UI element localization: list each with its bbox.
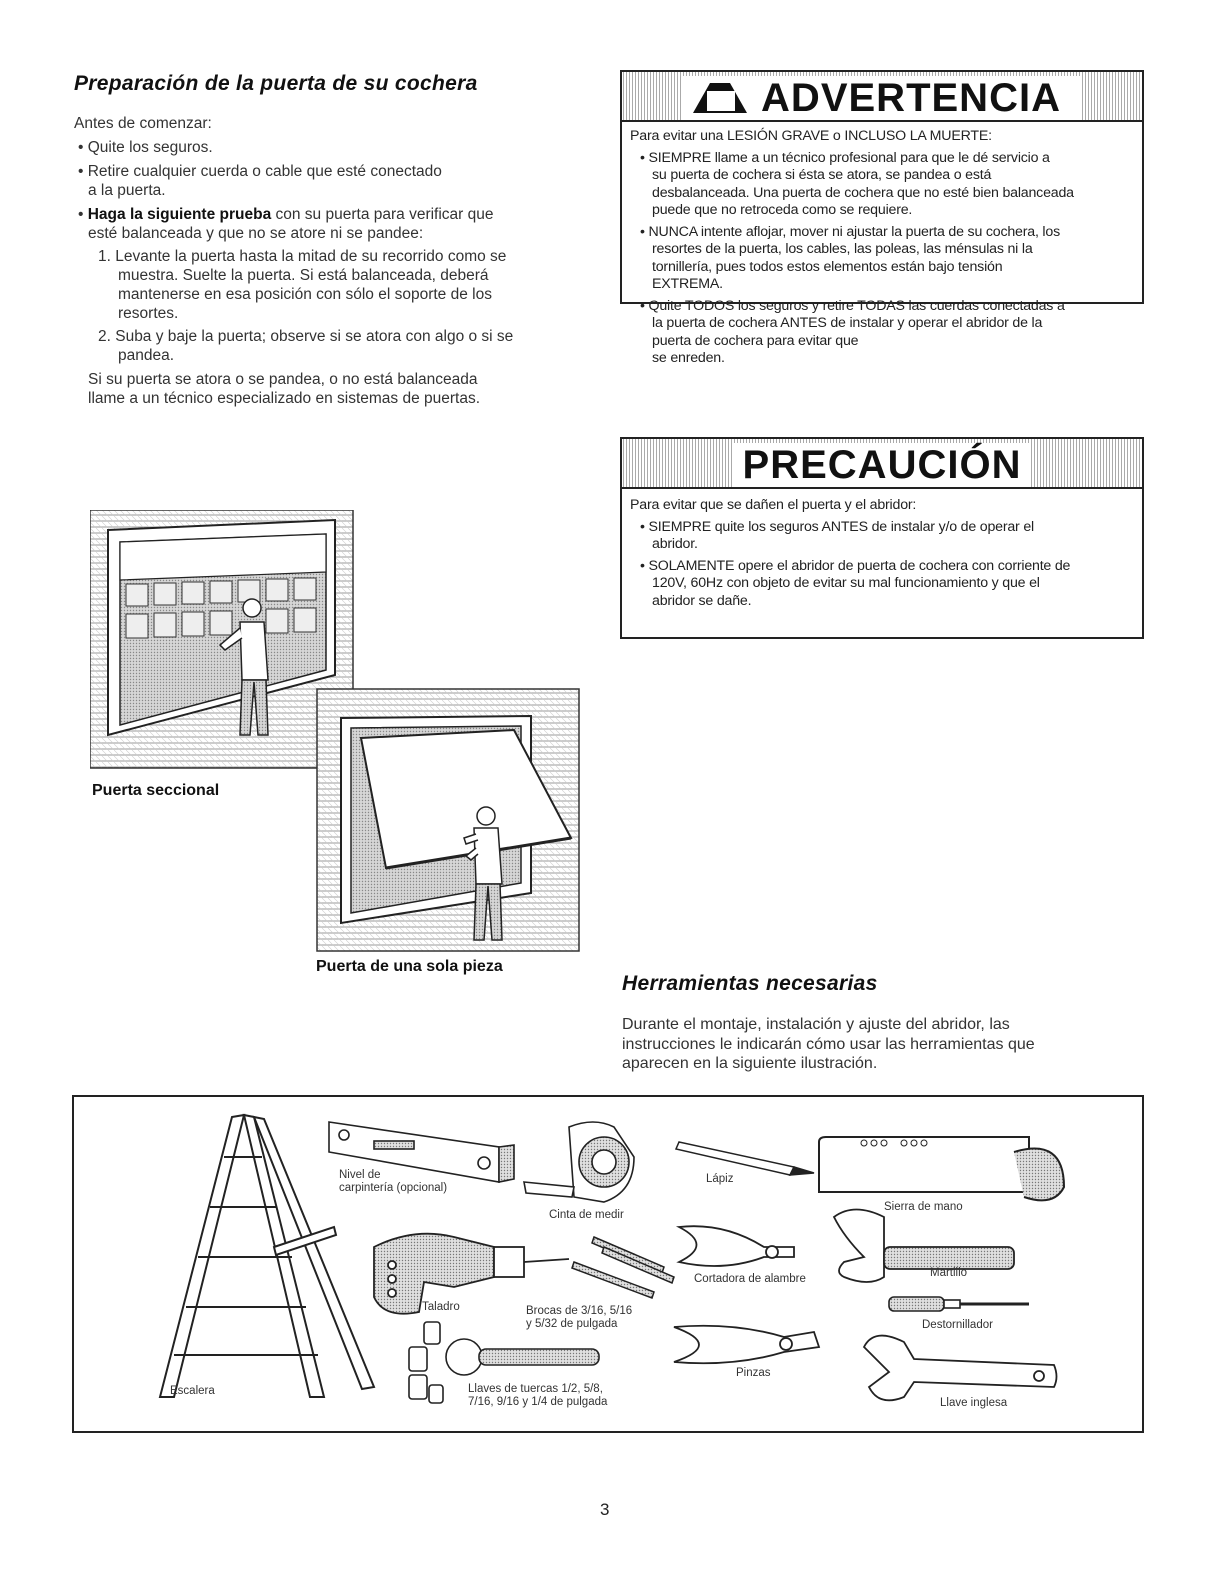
tools-illustration-box xyxy=(72,1095,1144,1433)
section-heading-door-prep: Preparación de la puerta de su cochera xyxy=(74,72,478,95)
label-wire-cutter: Cortadora de alambre xyxy=(694,1273,806,1285)
warning-bullet-3: • Quite TODOS los seguros y retire TODAS las cuerdas conectadas a la puerta de cochera ANTES de instalar y operar el abridor de la puerta de cochera para evitar que se enreden. xyxy=(640,297,1065,366)
warning-triangle-icon: ! xyxy=(693,83,747,113)
caption-one-piece-door: Puerta de una sola pieza xyxy=(316,958,503,975)
warning-title: ADVERTENCIA xyxy=(751,76,1071,120)
intro-text: Antes de comenzar: xyxy=(74,115,212,132)
warning-banner xyxy=(622,72,1142,122)
hand-saw-icon xyxy=(819,1137,1064,1200)
caution-box xyxy=(620,437,1144,639)
label-tape-measure: Cinta de medir xyxy=(549,1209,624,1221)
drill-icon xyxy=(374,1234,569,1314)
caution-text: Para evitar que se dañen el puerta y el abridor: • SIEMPRE quite los seguros ANTES de instalar y/o de operar el abridor. • SOLAMENTE opere el abridor de puerta de cochera con corriente de 120V, 60Hz con objeto de evitar su mal funcionamiento y que el abridor se dañe. xyxy=(622,489,1142,610)
section-heading-tools: Herramientas necesarias xyxy=(622,972,878,995)
label-pencil: Lápiz xyxy=(706,1173,734,1185)
warning-bullet-1: • SIEMPRE llame a un técnico profesional para que le dé servicio a su puerta de cochera si ésta se atora, se pandea o está desbalanceada. Una puerta de cochera que no esté bien balanceada puede que no retroceda como se requiere. xyxy=(640,149,1074,218)
step-2: 2. Suba y baje la puerta; observe si se atora con algo o si se pandea. xyxy=(98,328,514,364)
caption-sectional-door: Puerta seccional xyxy=(92,782,220,799)
wire-cutter-icon xyxy=(679,1226,794,1266)
bullet-remove-locks: • Quite los seguros. xyxy=(78,139,213,156)
step-1: 1. Levante la puerta hasta la mitad de su recorrido como se muestra. Suelte la puerta. Si está balanceada, deberá mantenerse en esa posición con sólo el soporte de los resortes. xyxy=(98,248,507,322)
bullet-remove-ropes: • Retire cualquier cuerda o cable que esté conectado a la puerta. xyxy=(78,163,442,199)
drill-bits-icon xyxy=(572,1237,674,1298)
caution-title: PRECAUCIÓN xyxy=(733,443,1032,487)
caution-banner xyxy=(622,439,1142,489)
label-sockets: Llaves de tuercas 1/2, 5/8, 7/16, 9/16 y 1/4 de pulgada xyxy=(468,1383,608,1408)
warning-box xyxy=(620,70,1144,366)
page-number: 3 xyxy=(600,1500,610,1519)
label-hand-saw: Sierra de mano xyxy=(884,1201,963,1213)
tape-measure-icon xyxy=(524,1122,634,1202)
screwdriver-icon xyxy=(889,1297,1029,1311)
ladder-icon xyxy=(160,1115,374,1397)
caution-bullet-1: • SIEMPRE quite los seguros ANTES de instalar y/o de operar el abridor. xyxy=(640,518,1034,552)
bullet-test: • Haga la siguiente prueba con su puerta para verificar que esté balanceada y que no se atore ni se pandee: xyxy=(78,206,494,242)
label-level: Nivel de carpintería (opcional) xyxy=(339,1169,448,1194)
caution-bullet-2: • SOLAMENTE opere el abridor de puerta de cochera con corriente de 120V, 60Hz con objeto de evitar su mal funcionamiento y que el abridor se dañe. xyxy=(640,557,1071,609)
pencil-icon xyxy=(676,1142,814,1175)
label-ladder: Escalera xyxy=(170,1385,215,1397)
door-prep-text xyxy=(74,114,594,408)
hammer-icon xyxy=(834,1210,1014,1283)
label-hammer: Martillo xyxy=(930,1267,968,1279)
label-wrench: Llave inglesa xyxy=(940,1397,1008,1409)
one-piece-door-illustration xyxy=(316,688,580,952)
warning-bullet-2: • NUNCA intente aflojar, mover ni ajustar la puerta de su cochera, los resortes de la puerta, los cables, las poleas, las ménsulas ni la tornillería, pues todos estos elementos están bajo tensión EXTREMA. xyxy=(640,223,1060,292)
warning-text: Para evitar una LESIÓN GRAVE o INCLUSO LA MUERTE: • SIEMPRE llame a un técnico profesional para que le dé servicio a su puerta de cochera si ésta se atora, se pandea o está desbalanceada. Una puerta de cochera que no esté bien balanceada puede que no retroceda como se requiere. • NUNCA intente aflojar, mover ni ajustar la puerta de su cochera, los resortes de la puerta, los cables, las poleas, las ménsulas ni la tornillería, pues todos estos elementos están bajo tensión EXTREMA. • Quite TODOS los seguros y retire TODAS las cuerdas conectadas a la puerta de cochera ANTES de instalar y operar el abridor de la puerta de cochera para evitar que se enreden. xyxy=(622,122,1142,368)
pliers-icon xyxy=(674,1326,819,1364)
tools-description: Durante el montaje, instalación y ajuste del abridor, las instrucciones le indicarán cómo usar las herramientas que aparecen en la siguiente ilustración. xyxy=(622,1016,1035,1072)
label-screwdriver: Destornillador xyxy=(922,1319,993,1331)
adjustable-wrench-icon xyxy=(864,1336,1057,1401)
label-drill-bits: Brocas de 3/16, 5/16 y 5/32 de pulgada xyxy=(526,1305,633,1330)
label-drill: Taladro xyxy=(422,1301,460,1313)
label-pliers: Pinzas xyxy=(736,1367,771,1379)
closing-text: Si su puerta se atora o se pandea, o no está balanceada llame a un técnico especializado en sistemas de puertas. xyxy=(88,371,481,407)
